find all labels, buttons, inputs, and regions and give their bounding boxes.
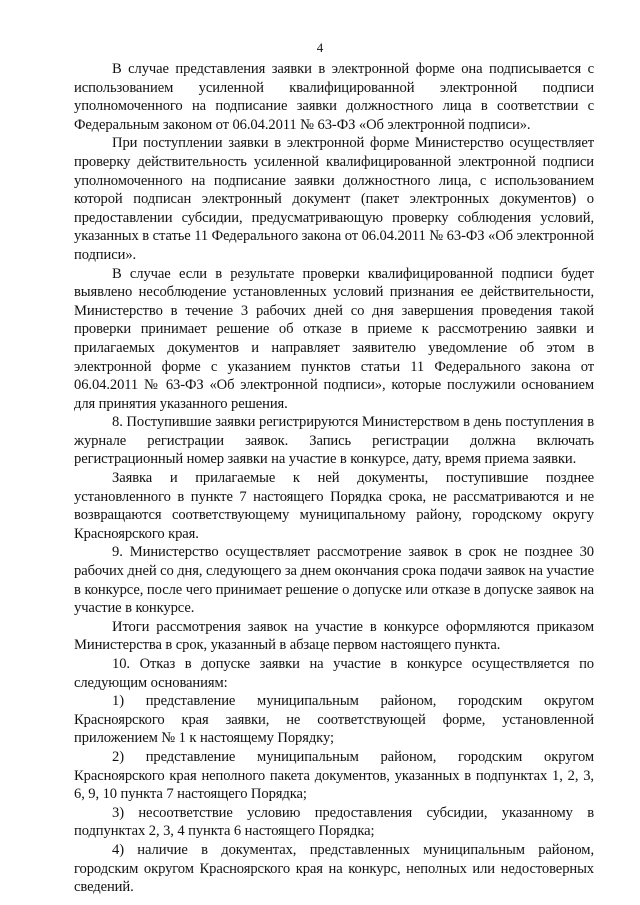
paragraph: В случае представления заявки в электронной форме она подписывается с использованием усиленной квалифицированной электронной подписи уполномоченного на подписание заявки должностного лица в соответствии с Федеральным законом от 06.04.2011 № 63-ФЗ «Об электронной подписи». — [74, 61, 594, 133]
paragraph: 9. Министерство осуществляет рассмотрение заявок в срок не позднее 30 рабочих дней со дня, следующего за днем окончания срока подачи заявок на участие в конкурсе, после чего принимает решение о допуске или отказе в допуске заявок на участие в конкурсе. — [74, 544, 594, 617]
list-item: 4) наличие в документах, представленных муниципальным районом, городским округом Красноярского края на конкурс, неполных или недостоверных сведений. — [74, 841, 594, 896]
list-item: 1) представление муниципальным районом, городским округом Красноярского края заявки, не соответствующей форме, установленной приложением № 1 к настоящему Порядку; — [74, 693, 594, 747]
document-body — [74, 60, 594, 897]
paragraph: Итоги рассмотрения заявок на участие в конкурсе оформляются приказом Министерства в срок, указанный в абзаце первом настоящего пункта. — [74, 618, 594, 654]
paragraph: В случае если в результате проверки квалифицированной подписи будет выявлено несоблюдение установленных условий признания ее действительности, Министерство в течение 3 рабочих дней со дня завершения проведения такой проверки принимает решение об отказе в приеме к рассмотрению заявки и прилагаемых документов и направляет заявителю уведомление об этом в электронной форме с указанием пунктов статьи 11 Федерального закона от 06.04.2011 № 63-ФЗ «Об электронной подписи», которые послужили основанием для принятия указанного решения. — [74, 265, 594, 412]
paragraph: Заявка и прилагаемые к ней документы, поступившие позднее установленного в пункте 7 настоящего Порядка срока, не рассматриваются и не возвращаются соответствующему муниципальному району, городскому округу Красноярского края. — [74, 470, 594, 542]
list-item: 3) несоответствие условию предоставления субсидии, указанному в подпунктах 2, 3, 4 пункта 6 настоящего Порядка; — [74, 804, 594, 840]
paragraph: 10. Отказ в допуске заявки на участие в конкурсе осуществляется по следующим основаниям: — [74, 656, 594, 691]
paragraph: 8. Поступившие заявки регистрируются Министерством в день поступления в журнале регистрации заявок. Запись регистрации должна включать регистрационный номер заявки на участие в конкурсе, дату, время приема заявки. — [74, 414, 594, 468]
paragraph: При поступлении заявки в электронной форме Министерство осуществляет проверку действительность усиленной квалифицированной электронной подписи уполномоченного на подписание заявки должностного лица, с использованием которой подписан электронный документ (пакет электронных документов) о предоставлении субсидии, предусматривающую проверку соблюдения условий, указанных в статье 11 Федерального закона от 06.04.2011 № 63-ФЗ «Об электронной подписи». — [74, 135, 594, 263]
list-item: 2) представление муниципальным районом, городским округом Красноярского края неполного пакета документов, указанных в подпунктах 1, 2, 3, 6, 9, 10 пункта 7 настоящего Порядка; — [74, 748, 594, 803]
page-number: 4 — [316, 40, 324, 55]
